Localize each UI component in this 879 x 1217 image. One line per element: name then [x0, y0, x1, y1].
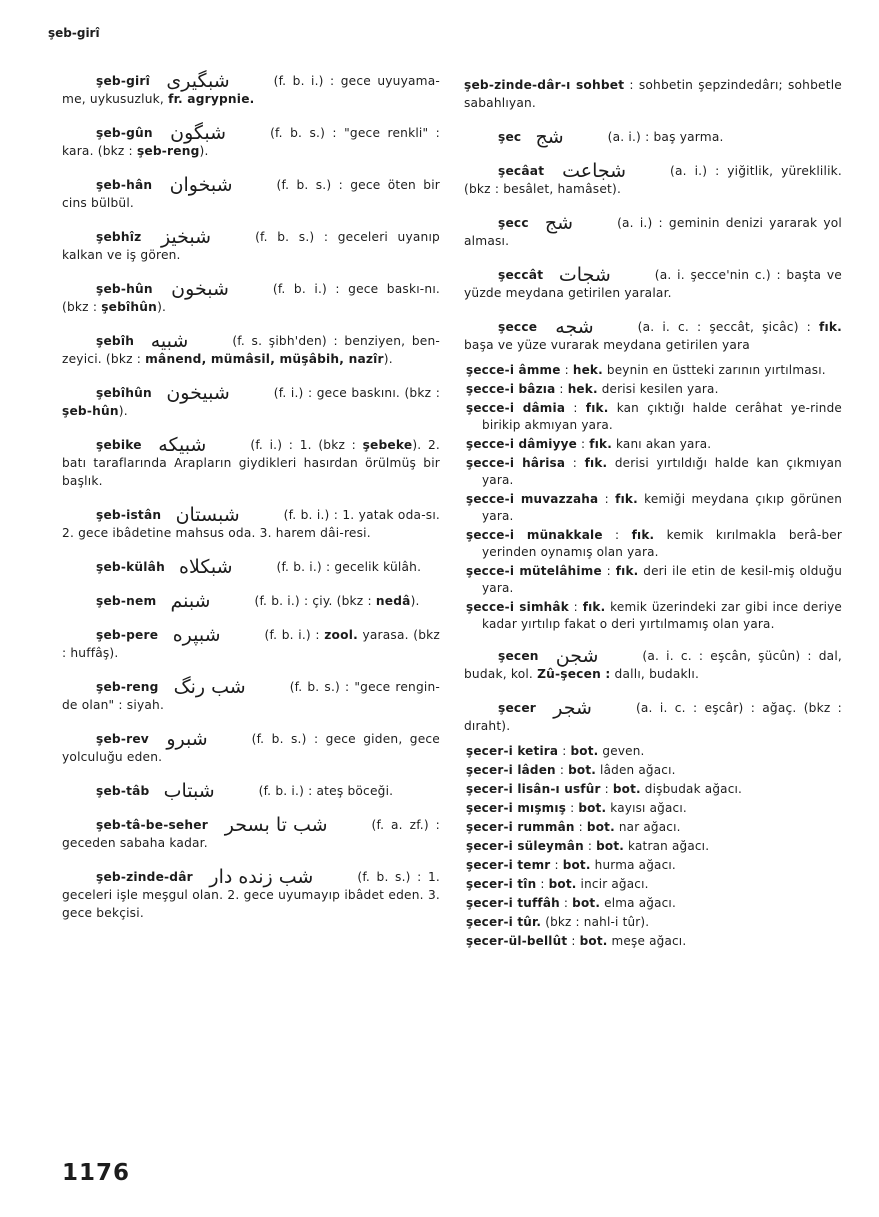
- definition-bold: şeb-reng: [136, 144, 200, 158]
- headword: şeb-külâh: [96, 560, 165, 574]
- definition-text: elma ağacı.: [600, 896, 676, 910]
- headword: şecce-i âmme: [466, 363, 561, 377]
- headword: şecer-i tîn: [466, 877, 537, 891]
- headword: şecce-i mütelâhime: [466, 564, 602, 578]
- definition-text: :: [559, 763, 569, 777]
- definition-text: (f. b. i.) : gece baskı-nı. (bkz :: [62, 282, 440, 314]
- definition-text: (a. i. c. : eşcâr) : ağaç. (bkz : dıraht).: [464, 701, 842, 733]
- definition-bold: bot.: [562, 858, 591, 872]
- right-column: [464, 76, 842, 952]
- arabic-script: شبكلاه: [179, 556, 233, 578]
- arabic-script: شجات: [558, 264, 611, 286]
- headword: şeb-zinde-dâr: [96, 870, 193, 884]
- definition-text: (f. b. s.) : gece öten bir cins bülbül.: [62, 178, 441, 210]
- arabic-script: شبگون: [170, 122, 227, 144]
- definition-text: ).: [199, 144, 209, 158]
- arabic-script: شجر: [553, 697, 592, 719]
- definition-text: ).: [383, 352, 393, 366]
- headword: şeb-nem: [96, 594, 157, 608]
- definition-text: (f. b. i.) :: [264, 628, 325, 642]
- headword: şecce-i muvazzaha: [466, 492, 599, 506]
- arabic-script: شبپره: [172, 624, 221, 646]
- definition-text: (a. i.) : yiğitlik, yüreklilik. (bkz : besâlet, hamâset).: [464, 164, 842, 196]
- dictionary-entry: [62, 816, 440, 852]
- headword: şeccât: [498, 268, 544, 282]
- dictionary-entry: [464, 214, 842, 250]
- headword: şecer-i süleymân: [466, 839, 584, 853]
- headword: şebike: [96, 438, 142, 452]
- definition-text: (f. b. i.) : gece uyuyama-me, uykusuzluk,: [62, 74, 440, 106]
- sub-entry: [464, 400, 842, 434]
- headword: şeb-hân: [96, 178, 153, 192]
- definition-bold: hek.: [567, 382, 598, 396]
- definition-text: :: [578, 820, 587, 834]
- dictionary-entry: [62, 558, 440, 576]
- definition-bold: bot.: [578, 801, 607, 815]
- definition-text: :: [562, 744, 571, 758]
- definition-text: :: [581, 437, 590, 451]
- dictionary-entry: [464, 128, 842, 146]
- definition-text: :: [554, 858, 563, 872]
- definition-text: (f. i.) : 1. (bkz :: [250, 438, 363, 452]
- dictionary-entry: [62, 626, 440, 662]
- definition-text: meşe ağacı.: [607, 934, 687, 948]
- sub-entry: [464, 762, 842, 779]
- definition-bold: fık.: [631, 528, 655, 542]
- definition-text: (bkz : nahl-i tûr).: [545, 915, 650, 929]
- definition-bold: fık.: [818, 320, 842, 334]
- sub-entry: [464, 895, 842, 912]
- headword: şecce-i dâmia: [466, 401, 566, 415]
- definition-text: :: [559, 382, 568, 396]
- arabic-script: شجه: [555, 316, 594, 338]
- headword: şeb-tâ-be-seher: [96, 818, 208, 832]
- definition-bold: Zû-şecen :: [537, 667, 611, 681]
- arabic-script: شبخیز: [160, 226, 212, 248]
- definition-bold: şebeke: [362, 438, 413, 452]
- definition-text: hurma ağacı.: [590, 858, 676, 872]
- definition-text: : sohbetin şepzindedârı; sohbetle sabahlıyan.: [464, 78, 842, 110]
- definition-bold: bot.: [570, 744, 599, 758]
- arabic-script: شبتاب: [163, 780, 215, 802]
- sub-entry: [464, 563, 842, 597]
- definition-text: (f. i.) : gece baskını. (bkz :: [273, 386, 441, 400]
- definition-text: ).: [410, 594, 420, 608]
- arabic-script: شجاعت: [562, 160, 627, 182]
- definition-bold: bot.: [596, 839, 625, 853]
- sub-entry: [464, 819, 842, 836]
- definition-text: (f. b. i.) : 1. yatak oda-sı. 2. gece ibâdetine mahsus oda. 3. harem dâi-resi.: [62, 508, 441, 540]
- definition-text: :: [604, 492, 616, 506]
- sub-entry: [464, 599, 842, 633]
- headword: şecer-i tûr.: [466, 915, 542, 929]
- headword: şeb-hûn: [96, 282, 153, 296]
- dictionary-entry: [464, 266, 842, 302]
- headword: şecce: [498, 320, 538, 334]
- definition-bold: fık.: [585, 401, 609, 415]
- arabic-script: شج: [535, 126, 564, 148]
- definition-bold: nedâ: [375, 594, 411, 608]
- dictionary-entry: [62, 782, 440, 800]
- headword: şecer-i lisân-ı usfûr: [466, 782, 601, 796]
- definition-text: kayısı ağacı.: [606, 801, 687, 815]
- headword: şeb-zinde-dâr-ı sohbet: [464, 78, 625, 92]
- definition-text: :: [572, 456, 585, 470]
- dictionary-entry: [62, 72, 440, 108]
- definition-bold: bot.: [612, 782, 641, 796]
- headword: şecer-i rummân: [466, 820, 575, 834]
- definition-bold: mânend, mümâsil, müşâbih, nazîr: [145, 352, 384, 366]
- definition-text: (f. b. s.) : 1. geceleri işle meşgul olan. 2. gece uyumayıp ibâdet eden. 3. gece bekçisi.: [62, 870, 440, 920]
- definition-bold: fık.: [615, 564, 639, 578]
- dictionary-entry: [62, 592, 440, 610]
- headword: şecce-i bâzıa: [466, 382, 556, 396]
- sub-entry: [464, 857, 842, 874]
- headword: şeb-reng: [96, 680, 159, 694]
- definition-bold: fık.: [589, 437, 612, 451]
- headword: şecce-i dâmiyye: [466, 437, 578, 451]
- headword: şecer-i ketira: [466, 744, 559, 758]
- headword: şeb-pere: [96, 628, 159, 642]
- headword: şeb-istân: [96, 508, 162, 522]
- definition-text: :: [606, 564, 616, 578]
- definition-text: incir ağacı.: [576, 877, 649, 891]
- arabic-script: شب تا بسحر: [224, 814, 328, 836]
- definition-text: (f. b. s.) : "gece rengin-de olan" : siyah.: [62, 680, 441, 712]
- definition-text: ).: [118, 404, 128, 418]
- definition-bold: zool.: [324, 628, 358, 642]
- headword: şecer-i tuffâh: [466, 896, 560, 910]
- definition-text: :: [570, 801, 579, 815]
- dictionary-entry: [464, 162, 842, 198]
- dictionary-entry: [464, 318, 842, 354]
- definition-text: (f. b. i.) : ateş böceği.: [258, 784, 394, 798]
- headword: şeb-gûn: [96, 126, 153, 140]
- headword: şebîhûn: [96, 386, 152, 400]
- definition-text: (a. i. c. : eşcân, şücûn) : dal, budak, kol.: [464, 649, 842, 681]
- definition-text: dallı, budaklı.: [610, 667, 700, 681]
- arabic-script: شبخوان: [169, 174, 233, 196]
- headword: şebîh: [96, 334, 135, 348]
- definition-text: (f. s. şibh'den) : benziyen, ben-zeyici. (bkz :: [62, 334, 441, 366]
- dictionary-entry: [62, 280, 440, 316]
- headword: şeb-rev: [96, 732, 149, 746]
- definition-text: (f. b. i.) : çiy. (bkz :: [254, 594, 376, 608]
- definition-text: nar ağacı.: [614, 820, 681, 834]
- definition-text: (a. i. şecce'nin c.) : başta ve yüzde meydana getirilen yaralar.: [464, 268, 842, 300]
- definition-text: :: [540, 877, 549, 891]
- dictionary-entry: [62, 384, 440, 420]
- sub-entry: [464, 527, 842, 561]
- page-number: 1176: [62, 1160, 131, 1186]
- headword: şecer-i mışmış: [466, 801, 567, 815]
- headword: şeb-girî: [96, 74, 150, 88]
- definition-text: :: [604, 782, 613, 796]
- dictionary-entry: [62, 730, 440, 766]
- definition-text: yarasa. (bkz : huffâş).: [62, 628, 440, 660]
- definition-text: (f. a. zf.) : geceden sabaha kadar.: [62, 818, 440, 850]
- definition-text: kemik kırılmakla berâ-ber yerinden oynamış olan yara.: [482, 528, 842, 559]
- arabic-script: شب زنده دار: [209, 866, 314, 888]
- arabic-script: شج: [544, 212, 574, 234]
- definition-bold: şeb-hûn: [62, 404, 119, 418]
- headword: şecer-i lâden: [466, 763, 556, 777]
- headword: şecen: [498, 649, 539, 663]
- dictionary-entry: [464, 699, 842, 735]
- definition-text: derisi yırtıldığı halde kan çıkmıyan yara.: [482, 456, 842, 487]
- definition-text: :: [564, 363, 573, 377]
- definition-bold: fık.: [584, 456, 608, 470]
- headword: şecer-i temr: [466, 858, 551, 872]
- definition-bold: hek.: [572, 363, 603, 377]
- definition-text: kemiği meydana çıkıp görünen yara.: [482, 492, 843, 523]
- headword: şecce-i simhâk: [466, 600, 569, 614]
- definition-text: ). 2. batı taraflarında Arapların giydikleri hasırdan örülmüş bir başlık.: [62, 438, 440, 488]
- arabic-script: شبخون: [171, 278, 229, 300]
- dictionary-entry: [62, 176, 440, 212]
- dictionary-entry: [464, 76, 842, 112]
- definition-text: (f. b. i.) : gecelik külâh.: [276, 560, 422, 574]
- definition-text: :: [563, 896, 573, 910]
- definition-text: başa ve yüze vurarak meydana getirilen yara: [464, 338, 750, 352]
- dictionary-entry: [62, 124, 440, 160]
- definition-text: beynin en üstteki zarının yırtılması.: [602, 363, 826, 377]
- definition-bold: bot.: [548, 877, 577, 891]
- sub-entry: [464, 800, 842, 817]
- headword: şecce-i hârisa: [466, 456, 566, 470]
- sub-entry: [464, 362, 842, 379]
- arabic-script: شجن: [555, 645, 599, 667]
- arabic-script: شبیكه: [158, 434, 207, 456]
- definition-bold: fr. agrypnie.: [168, 92, 255, 106]
- sub-entry: [464, 491, 842, 525]
- sub-entry: [464, 933, 842, 950]
- definition-text: kanı akan yara.: [611, 437, 712, 451]
- sub-entry: [464, 743, 842, 760]
- definition-bold: bot.: [579, 934, 608, 948]
- definition-text: :: [573, 600, 583, 614]
- headword: şec: [498, 130, 522, 144]
- definition-text: lâden ağacı.: [596, 763, 676, 777]
- headword: şebhîz: [96, 230, 142, 244]
- arabic-script: شبرو: [166, 728, 208, 750]
- headword: şecce-i münakkale: [466, 528, 603, 542]
- sub-entry: [464, 876, 842, 893]
- dictionary-entry: [62, 332, 440, 368]
- dictionary-entry: [464, 647, 842, 683]
- definition-text: kan çıktığı halde cerâhat ye-rinde birikip akmıyan yara.: [482, 401, 843, 432]
- dictionary-entry: [62, 506, 440, 542]
- definition-text: :: [587, 839, 597, 853]
- left-column: [62, 72, 440, 938]
- arabic-script: شبیخون: [166, 382, 230, 404]
- dictionary-entry: [62, 678, 440, 714]
- definition-text: derisi kesilen yara.: [597, 382, 719, 396]
- headword: şecer: [498, 701, 537, 715]
- dictionary-entry: [62, 436, 440, 490]
- arabic-script: شبنم: [170, 590, 211, 612]
- definition-text: geven.: [598, 744, 645, 758]
- headword: şeb-tâb: [96, 784, 150, 798]
- definition-text: dişbudak ağacı.: [640, 782, 743, 796]
- arabic-script: شب رنگ: [173, 676, 246, 698]
- definition-bold: fık.: [582, 600, 606, 614]
- arabic-script: شبیه: [150, 330, 189, 352]
- headword: şecâat: [498, 164, 545, 178]
- headword: şecer-ül-bellût: [466, 934, 568, 948]
- definition-bold: şebîhûn: [101, 300, 158, 314]
- definition-text: deri ile etin de kesil-miş olduğu yara.: [482, 564, 842, 595]
- definition-text: :: [615, 528, 632, 542]
- definition-text: (a. i. c. : şeccât, şicâc) :: [637, 320, 819, 334]
- running-head: şeb-girî: [48, 26, 100, 40]
- definition-bold: bot.: [572, 896, 601, 910]
- sub-entry: [464, 838, 842, 855]
- dictionary-entry: [62, 228, 440, 264]
- headword: şecc: [498, 216, 529, 230]
- dictionary-entry: [62, 868, 440, 922]
- definition-bold: fık.: [615, 492, 638, 506]
- sub-entry: [464, 455, 842, 489]
- sub-entry: [464, 914, 842, 931]
- definition-text: :: [573, 401, 586, 415]
- definition-bold: bot.: [586, 820, 615, 834]
- sub-entry: [464, 436, 842, 453]
- definition-bold: bot.: [568, 763, 597, 777]
- definition-text: katran ağacı.: [624, 839, 710, 853]
- definition-text: (f. b. s.) : geceleri uyanıp kalkan ve iş gören.: [62, 230, 440, 262]
- sub-entry: [464, 381, 842, 398]
- arabic-script: شبستان: [175, 504, 240, 526]
- definition-text: (a. i.) : baş yarma.: [607, 130, 724, 144]
- definition-text: (a. i.) : geminin denizi yararak yol alması.: [464, 216, 842, 248]
- definition-text: kemik üzerindeki zar gibi ince deriye kadar yırtılıp fakat o deri yırtılmamış olan yara.: [482, 600, 842, 631]
- definition-text: :: [571, 934, 580, 948]
- definition-text: (f. b. s.) : "gece renkli" : kara. (bkz :: [62, 126, 440, 158]
- arabic-script: شبگیری: [166, 70, 230, 92]
- definition-text: ).: [157, 300, 167, 314]
- definition-text: (f. b. s.) : gece giden, gece yolculuğu eden.: [62, 732, 440, 764]
- sub-entry: [464, 781, 842, 798]
